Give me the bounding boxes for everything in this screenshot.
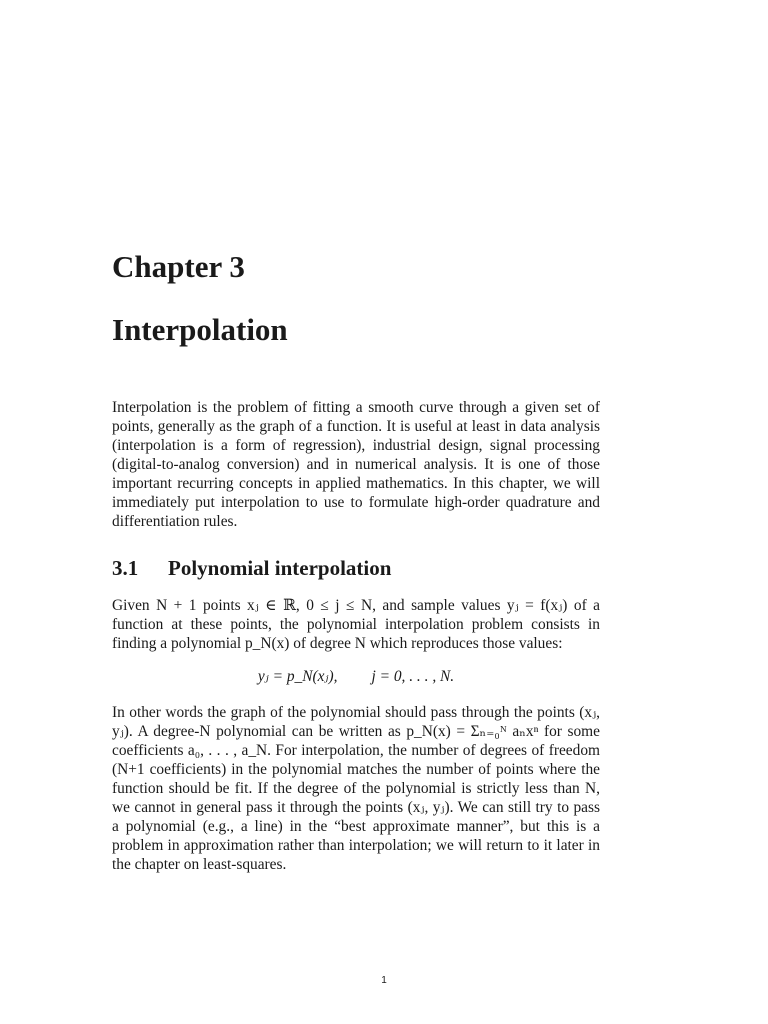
display-equation bbox=[112, 667, 600, 687]
paragraph-2: In other words the graph of the polynomial should pass through the points (xⱼ, yⱼ). A degree-N polynomial can be written as p_N(x) = Σₙ₌₀ᴺ aₙxⁿ for some coefficients a₀, . . . , a_N. For interpolation, the number of degrees of freedom (N+1 coefficients) in the polynomial matches the number of points where the function should be fit. If the degree of the polynomial is strictly less than N, we cannot in general pass it through the points (xⱼ, yⱼ). We can still try to pass a polynomial (e.g., a line) in the “best approximate manner”, but this is a problem in approximation rather than interpolation; we will return to it later in the chapter on least-squares. bbox=[112, 704, 600, 873]
section-heading bbox=[112, 556, 391, 581]
chapter-label: Chapter 3 bbox=[112, 249, 245, 284]
chapter-title: Interpolation bbox=[112, 312, 288, 347]
page-number: 1 bbox=[381, 975, 387, 986]
paragraph-1: Given N + 1 points xⱼ ∈ ℝ, 0 ≤ j ≤ N, and sample values yⱼ = f(xⱼ) of a function at these points, the polynomial interpolation problem consists in finding a polynomial p_N(x) of degree N which reproduces those values: bbox=[112, 597, 600, 652]
equation-right: j = 0, . . . , N. bbox=[371, 668, 455, 685]
section-number: 3.1 bbox=[112, 556, 139, 580]
intro-paragraph: Interpolation is the problem of fitting a smooth curve through a given set of points, generally as the graph of a function. It is useful at least in data analysis (interpolation is a form of regression), industrial design, signal processing (digital-to-analog conversion) and in numerical analysis. It is one of those important recurring concepts in applied mathematics. In this chapter, we will immediately put interpolation to use to formulate high-order quadrature and differentiation rules. bbox=[112, 399, 600, 530]
equation-left: yⱼ = p_N(xⱼ), bbox=[257, 668, 338, 685]
section-title: Polynomial interpolation bbox=[168, 556, 392, 580]
